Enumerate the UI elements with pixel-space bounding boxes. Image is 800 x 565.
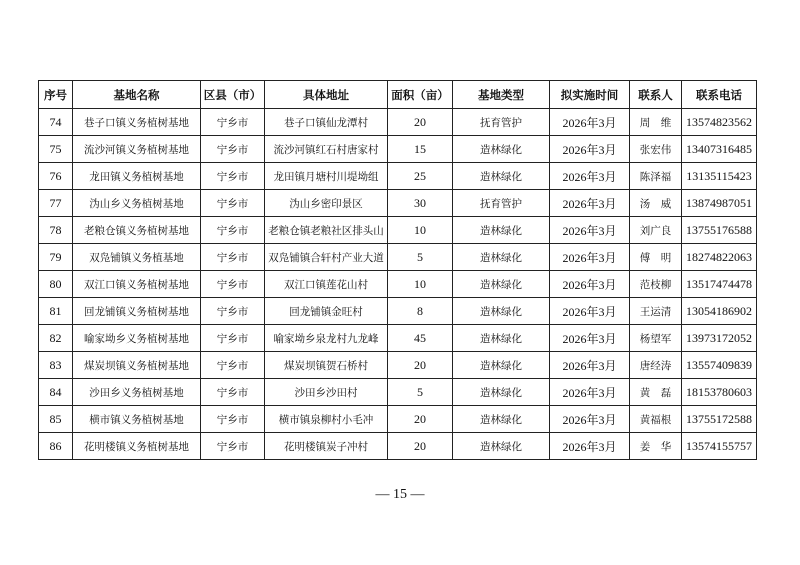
seq-cell: 79 [39,244,73,271]
phone-cell: 13973172052 [682,325,757,352]
county-cell: 宁乡市 [201,190,265,217]
column-header: 面积（亩） [388,81,453,109]
table-row [39,352,757,379]
column-header: 区县（市） [201,81,265,109]
seq-cell: 76 [39,163,73,190]
table-row [39,325,757,352]
address-cell: 沩山乡密印景区 [265,190,388,217]
seq-cell: 77 [39,190,73,217]
county-cell: 宁乡市 [201,271,265,298]
base-name-cell: 煤炭坝镇义务植树基地 [73,352,201,379]
address-cell: 巷子口镇仙龙潭村 [265,109,388,136]
table-row [39,190,757,217]
contact-cell: 刘广良 [630,217,682,244]
contact-cell: 王运清 [630,298,682,325]
address-cell: 喻家坳乡泉龙村九龙峰 [265,325,388,352]
column-header: 基地名称 [73,81,201,109]
schedule-cell: 2026年3月 [550,298,630,325]
column-header: 序号 [39,81,73,109]
contact-cell: 姜 华 [630,433,682,460]
contact-cell: 汤 威 [630,190,682,217]
table-row [39,244,757,271]
address-cell: 回龙铺镇金旺村 [265,298,388,325]
base-type-cell: 造林绿化 [453,433,550,460]
base-name-cell: 流沙河镇义务植树基地 [73,136,201,163]
schedule-cell: 2026年3月 [550,163,630,190]
base-name-cell: 横市镇义务植树基地 [73,406,201,433]
county-cell: 宁乡市 [201,109,265,136]
address-cell: 流沙河镇红石村唐家村 [265,136,388,163]
base-type-cell: 造林绿化 [453,379,550,406]
address-cell: 横市镇泉柳村小毛冲 [265,406,388,433]
base-name-cell: 龙田镇义务植树基地 [73,163,201,190]
area-cell: 10 [388,217,453,244]
seq-cell: 78 [39,217,73,244]
phone-cell: 18274822063 [682,244,757,271]
schedule-cell: 2026年3月 [550,433,630,460]
schedule-cell: 2026年3月 [550,244,630,271]
schedule-cell: 2026年3月 [550,190,630,217]
table-row [39,271,757,298]
county-cell: 宁乡市 [201,217,265,244]
base-type-cell: 造林绿化 [453,217,550,244]
area-cell: 10 [388,271,453,298]
county-cell: 宁乡市 [201,352,265,379]
area-cell: 5 [388,379,453,406]
address-cell: 双江口镇莲花山村 [265,271,388,298]
table-row [39,379,757,406]
seq-cell: 81 [39,298,73,325]
base-type-cell: 抚育管护 [453,190,550,217]
base-name-cell: 双江口镇义务植树基地 [73,271,201,298]
area-cell: 20 [388,433,453,460]
contact-cell: 傅 明 [630,244,682,271]
header-row [39,81,757,109]
phone-cell: 13407316485 [682,136,757,163]
seq-cell: 86 [39,433,73,460]
area-cell: 8 [388,298,453,325]
table-row [39,109,757,136]
area-cell: 20 [388,352,453,379]
base-name-cell: 巷子口镇义务植树基地 [73,109,201,136]
base-name-cell: 沙田乡义务植树基地 [73,379,201,406]
base-name-cell: 回龙铺镇义务植树基地 [73,298,201,325]
schedule-cell: 2026年3月 [550,325,630,352]
table-row [39,136,757,163]
contact-cell: 张宏伟 [630,136,682,163]
seq-cell: 85 [39,406,73,433]
column-header: 拟实施时间 [550,81,630,109]
table-row [39,433,757,460]
page-number: — 15 — [375,487,425,502]
schedule-cell: 2026年3月 [550,379,630,406]
column-header: 基地类型 [453,81,550,109]
base-type-cell: 造林绿化 [453,406,550,433]
county-cell: 宁乡市 [201,298,265,325]
phone-cell: 18153780603 [682,379,757,406]
contact-cell: 范枝柳 [630,271,682,298]
base-type-cell: 造林绿化 [453,325,550,352]
table-row [39,217,757,244]
base-type-cell: 造林绿化 [453,352,550,379]
county-cell: 宁乡市 [201,136,265,163]
seq-cell: 80 [39,271,73,298]
address-cell: 龙田镇月塘村川堤坳组 [265,163,388,190]
county-cell: 宁乡市 [201,433,265,460]
seq-cell: 83 [39,352,73,379]
planting-base-table [38,80,757,460]
area-cell: 45 [388,325,453,352]
contact-cell: 黄 磊 [630,379,682,406]
schedule-cell: 2026年3月 [550,136,630,163]
address-cell: 煤炭坝镇贺石桥村 [265,352,388,379]
address-cell: 老粮仓镇老粮社区排头山 [265,217,388,244]
county-cell: 宁乡市 [201,406,265,433]
phone-cell: 13135115423 [682,163,757,190]
seq-cell: 74 [39,109,73,136]
county-cell: 宁乡市 [201,163,265,190]
contact-cell: 陈泽福 [630,163,682,190]
base-name-cell: 喻家坳乡义务植树基地 [73,325,201,352]
schedule-cell: 2026年3月 [550,109,630,136]
area-cell: 30 [388,190,453,217]
base-name-cell: 双凫铺镇义务植基地 [73,244,201,271]
column-header: 具体地址 [265,81,388,109]
area-cell: 20 [388,109,453,136]
contact-cell: 唐经涛 [630,352,682,379]
address-cell: 沙田乡沙田村 [265,379,388,406]
seq-cell: 82 [39,325,73,352]
schedule-cell: 2026年3月 [550,217,630,244]
area-cell: 25 [388,163,453,190]
schedule-cell: 2026年3月 [550,271,630,298]
table-row [39,406,757,433]
phone-cell: 13874987051 [682,190,757,217]
area-cell: 5 [388,244,453,271]
base-name-cell: 花明楼镇义务植树基地 [73,433,201,460]
column-header: 联系人 [630,81,682,109]
phone-cell: 13755176588 [682,217,757,244]
seq-cell: 75 [39,136,73,163]
table-row [39,163,757,190]
contact-cell: 杨望军 [630,325,682,352]
area-cell: 20 [388,406,453,433]
base-type-cell: 造林绿化 [453,244,550,271]
base-name-cell: 老粮仓镇义务植树基地 [73,217,201,244]
contact-cell: 黄福根 [630,406,682,433]
base-name-cell: 沩山乡义务植树基地 [73,190,201,217]
phone-cell: 13574155757 [682,433,757,460]
phone-cell: 13557409839 [682,352,757,379]
base-type-cell: 抚育管护 [453,109,550,136]
phone-cell: 13574823562 [682,109,757,136]
base-type-cell: 造林绿化 [453,163,550,190]
area-cell: 15 [388,136,453,163]
county-cell: 宁乡市 [201,244,265,271]
base-type-cell: 造林绿化 [453,136,550,163]
seq-cell: 84 [39,379,73,406]
schedule-cell: 2026年3月 [550,352,630,379]
county-cell: 宁乡市 [201,325,265,352]
table-row [39,298,757,325]
column-header: 联系电话 [682,81,757,109]
schedule-cell: 2026年3月 [550,406,630,433]
contact-cell: 周 维 [630,109,682,136]
phone-cell: 13517474478 [682,271,757,298]
address-cell: 花明楼镇炭子冲村 [265,433,388,460]
table-header [39,81,757,109]
table-body [39,109,757,460]
phone-cell: 13054186902 [682,298,757,325]
address-cell: 双凫铺镇合轩村产业大道 [265,244,388,271]
base-type-cell: 造林绿化 [453,298,550,325]
county-cell: 宁乡市 [201,379,265,406]
base-type-cell: 造林绿化 [453,271,550,298]
phone-cell: 13755172588 [682,406,757,433]
